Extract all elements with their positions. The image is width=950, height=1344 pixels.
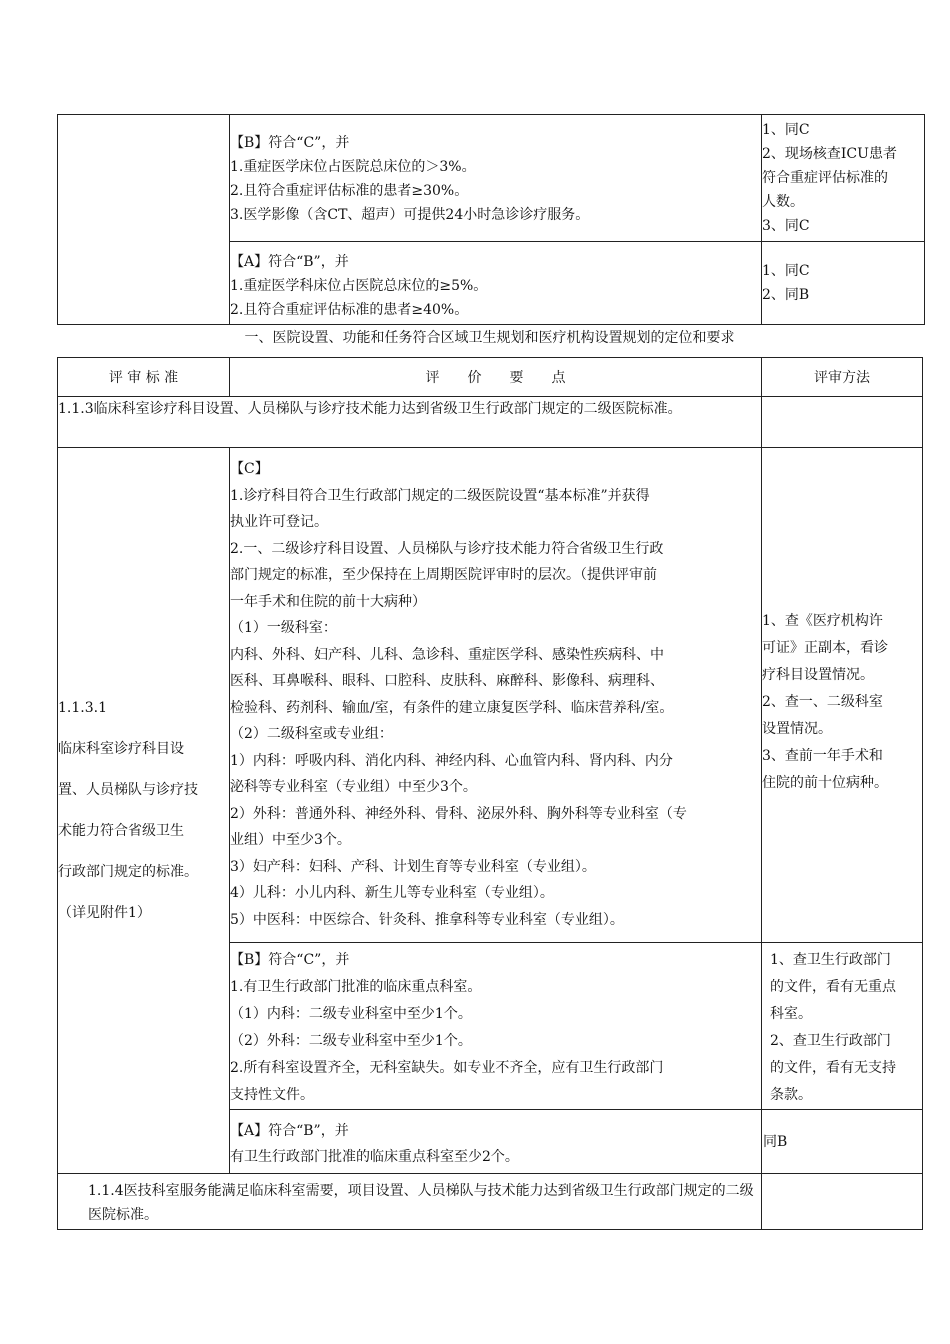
method-line: 2、查卫生行政部门 (770, 1033, 891, 1049)
method-line: 1、查卫生行政部门 (770, 952, 891, 968)
criterion-line: 术能力符合省级卫生 (58, 822, 184, 839)
eval-line: 3）妇产科：妇科、产科、计划生育等专业科室（专业组）。 (230, 858, 596, 875)
eval-cell-grade-c (230, 448, 762, 943)
method-cell-grade-b (762, 115, 925, 242)
continuation-table (57, 114, 925, 325)
method-line: 可证》正副本，看诊 (762, 639, 888, 656)
method-line: 设置情况。 (762, 720, 832, 737)
eval-line: 检验科、药剂科、输血/室，有条件的建立康复医学科、临床营养科/室。 (230, 699, 674, 716)
eval-line: 【B】符合“C”，并 (230, 952, 350, 968)
eval-line: 【B】符合“C”，并 (230, 135, 350, 151)
criterion-line: 1.1.3.1 (58, 699, 107, 716)
header-standard: 评 审 标 准 (58, 358, 230, 397)
eval-line: 1.有卫生行政部门批准的临床重点科室。 (230, 979, 482, 995)
requirement-113-method-empty (762, 397, 923, 448)
eval-line: 2.所有科室设置齐全，无科室缺失。如专业不齐全，应有卫生行政部门 (230, 1060, 664, 1076)
method-cell-grade-a (762, 1110, 923, 1174)
eval-line: 执业许可登记。 (230, 514, 328, 530)
method-cell-grade-b (762, 943, 923, 1110)
method-line: 疗科目设置情况。 (762, 666, 874, 683)
eval-cell-grade-b (230, 943, 762, 1110)
header-points: 评 价 要 点 (230, 358, 762, 397)
method-line: 2、同B (762, 287, 810, 303)
eval-line: 支持性文件。 (230, 1087, 314, 1103)
eval-line: （1）一级科室： (230, 620, 337, 636)
header-method: 评审方法 (762, 358, 923, 397)
eval-cell-grade-b (230, 115, 762, 242)
evaluation-table (57, 357, 923, 1230)
eval-line: 【A】符合“B”，并 (230, 1123, 349, 1139)
criterion-line: （详见附件1） (58, 904, 151, 921)
table-row (58, 115, 925, 242)
eval-line: 泌科等专业科室（专业组）中至少3个。 (230, 779, 477, 795)
table-row (58, 448, 923, 943)
method-line: 的文件，看有无支持 (770, 1060, 896, 1076)
criterion-cell-empty (58, 115, 230, 325)
eval-line: 1.重症医学床位占医院总床位的＞3%。 (230, 159, 476, 175)
eval-line: 1）内科：呼吸内科、消化内科、神经内科、心血管内科、肾内科、内分 (230, 752, 673, 769)
method-cell-grade-c (762, 448, 923, 943)
eval-line: 2.且符合重症评估标准的患者≥40%。 (230, 302, 469, 318)
eval-line: 医科、耳鼻喉科、眼科、口腔科、皮肤科、麻醉科、影像科、病理科、 (230, 673, 664, 689)
method-line: 1、同C (762, 122, 810, 138)
eval-line: （1）内科：二级专业科室中至少1个。 (230, 1006, 472, 1022)
eval-line: 4）儿科：小儿内科、新生儿等专业科室（专业组）。 (230, 885, 554, 901)
method-line: 科室。 (770, 1006, 812, 1022)
eval-line: 部门规定的标准，至少保持在上周期医院评审时的层次。（提供评审前 (230, 567, 657, 583)
method-line: 2、查一、二级科室 (762, 693, 883, 710)
eval-line: 【C】 (230, 461, 269, 477)
eval-cell-grade-a (230, 242, 762, 325)
requirement-114-text: 1.1.4医技科室服务能满足临床科室需要，项目设置、人员梯队与技术能力达到省级卫生行政部门规定的二级医院标准。 (58, 1174, 762, 1230)
method-line: 1、同C (762, 263, 810, 279)
eval-line: 2.且符合重症评估标准的患者≥30%。 (230, 183, 469, 199)
eval-line: 5）中医科：中医综合、针灸科、推拿科等专业科室（专业组）。 (230, 911, 624, 928)
eval-cell-grade-a (230, 1110, 762, 1174)
eval-line: 有卫生行政部门批准的临床重点科室至少2个。 (230, 1149, 519, 1165)
eval-line: 一年手术和住院的前十大病种） (230, 593, 426, 610)
eval-line: （2）二级科室或专业组： (230, 726, 393, 742)
requirement-113-text: 1.1.3临床科室诊疗科目设置、人员梯队与诊疗技术能力达到省级卫生行政部门规定的二级医院标准。 (58, 397, 762, 448)
eval-line: 2）外科：普通外科、神经外科、骨科、泌尿外科、胸外科等专业科室（专 (230, 805, 687, 822)
eval-line: 业组）中至少3个。 (230, 832, 351, 848)
method-cell-grade-a (762, 242, 925, 325)
eval-line: 【A】符合“B”，并 (230, 254, 349, 270)
header-row (58, 358, 923, 397)
method-line: 2、现场核查ICU患者 (762, 146, 897, 162)
method-line: 3、查前一年手术和 (762, 747, 883, 764)
eval-line: 内科、外科、妇产科、儿科、急诊科、重症医学科、感染性疾病科、中 (230, 646, 664, 663)
eval-line: （2）外科：二级专业科室中至少1个。 (230, 1033, 472, 1049)
eval-line: 3.医学影像（含CT、超声）可提供24小时急诊诊疗服务。 (230, 207, 590, 223)
method-line: 1、查《医疗机构许 (762, 612, 883, 629)
criterion-line: 行政部门规定的标准。 (58, 863, 198, 880)
method-line: 的文件，看有无重点 (770, 979, 896, 995)
eval-line: 2.一、二级诊疗科目设置、人员梯队与诊疗技术能力符合省级卫生行政 (230, 540, 664, 557)
requirement-row-113 (58, 397, 923, 448)
section-title: 一、医院设置、功能和任务符合区域卫生规划和医疗机构设置规划的定位和要求 (244, 330, 735, 346)
method-line: 条款。 (770, 1087, 812, 1103)
method-line: 符合重症评估标准的 (762, 170, 888, 186)
requirement-row-114 (58, 1174, 923, 1230)
requirement-114-method-empty (762, 1174, 923, 1230)
method-line: 住院的前十位病种。 (762, 774, 888, 791)
method-grade-a-text: 同B (763, 1134, 788, 1150)
method-line: 3、同C (762, 218, 810, 234)
criterion-cell (58, 448, 230, 1174)
criterion-line: 临床科室诊疗科目设 (58, 740, 184, 757)
criterion-line: 置、人员梯队与诊疗技 (58, 781, 198, 798)
method-line: 人数。 (762, 194, 804, 210)
eval-line: 1.诊疗科目符合卫生行政部门规定的二级医院设置“基本标准”并获得 (230, 487, 650, 504)
eval-line: 1.重症医学科床位占医院总床位的≥5%。 (230, 278, 488, 294)
